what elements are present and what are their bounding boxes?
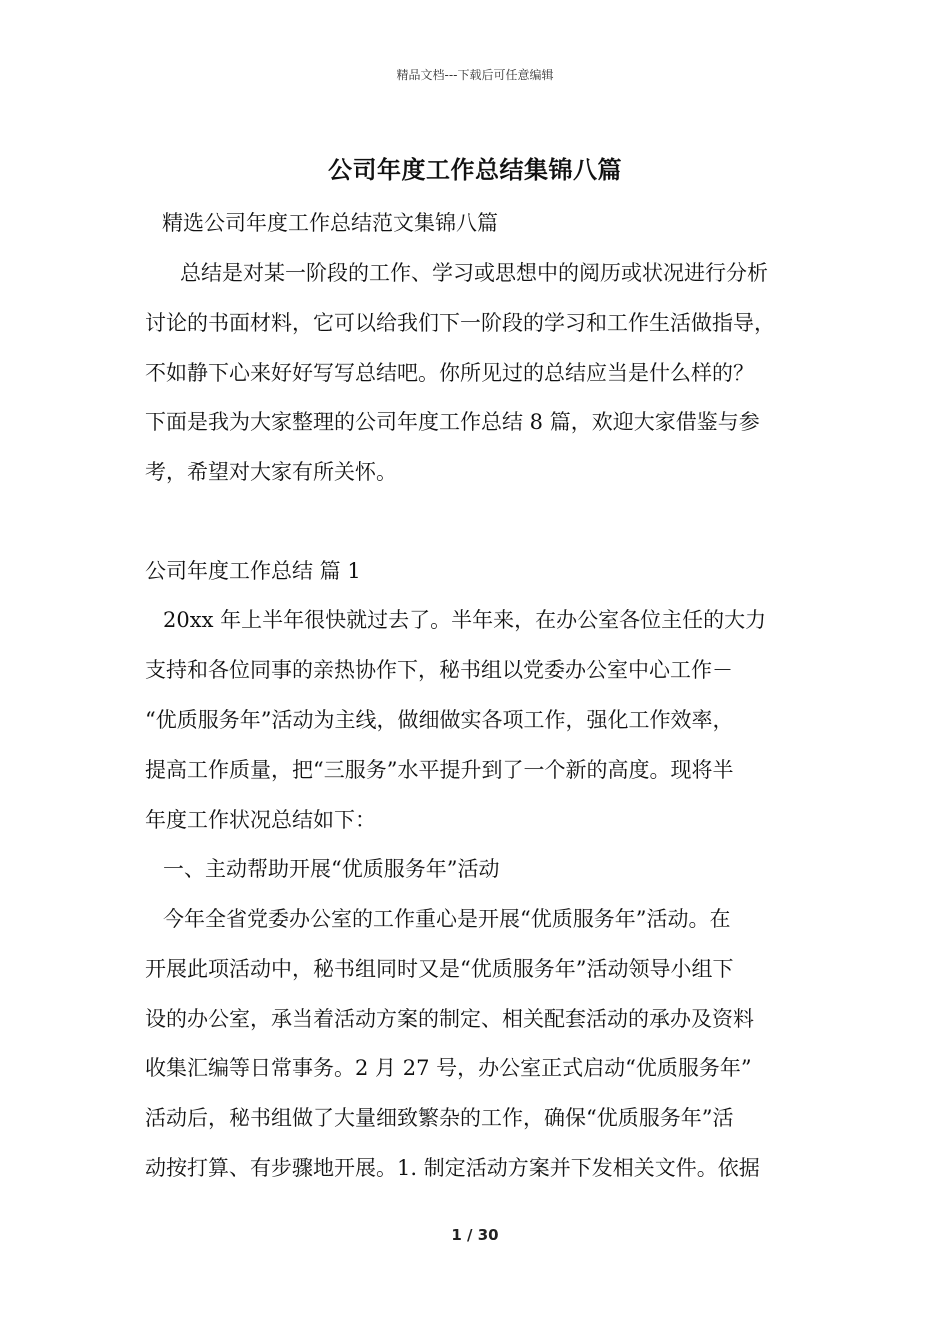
document-title: 公司年度工作总结集锦八篇: [328, 155, 622, 184]
paragraph-line: 年度工作状况总结如下：: [145, 808, 376, 832]
page-number: 1 / 30: [451, 1226, 499, 1244]
paragraph-line: 收集汇编等日常事务。2 月 27 号，办公室正式启动“优质服务年”: [145, 1056, 752, 1080]
intro-subtitle: 精选公司年度工作总结范文集锦八篇: [162, 211, 498, 235]
intro-line: 讨论的书面材料，它可以给我们下一阶段的学习和工作生活做指导，: [145, 311, 775, 335]
paragraph-line: 20xx 年上半年很快就过去了。半年来，在办公室各位主任的大力: [163, 608, 767, 632]
intro-line: 下面是我为大家整理的公司年度工作总结 8 篇，欢迎大家借鉴与参: [145, 410, 760, 434]
paragraph-line: 支持和各位同事的亲热协作下，秘书组以党委办公室中心工作－: [145, 658, 733, 682]
intro-line: 总结是对某一阶段的工作、学习或思想中的阅历或状况进行分析: [180, 261, 768, 285]
paragraph-line: 设的办公室，承当着活动方案的制定、相关配套活动的承办及资料: [145, 1007, 754, 1031]
paragraph-line: 提高工作质量，把“三服务”水平提升到了一个新的高度。现将半: [145, 758, 734, 782]
paragraph-line: 开展此项活动中，秘书组同时又是“优质服务年”活动领导小组下: [145, 957, 734, 981]
paragraph-line: “优质服务年”活动为主线，做细做实各项工作，强化工作效率，: [145, 708, 734, 732]
paragraph-line: 活动后，秘书组做了大量细致繁杂的工作，确保“优质服务年”活: [145, 1106, 734, 1130]
section-heading: 公司年度工作总结 篇 1: [145, 559, 361, 583]
subsection-heading: 一、主动帮助开展“优质服务年”活动: [163, 857, 500, 881]
intro-line: 考，希望对大家有所关怀。: [145, 460, 397, 484]
page-header-note: 精品文档---下载后可任意编辑: [396, 68, 554, 82]
intro-line: 不如静下心来好好写写总结吧。你所见过的总结应当是什么样的？: [145, 361, 754, 385]
paragraph-line: 今年全省党委办公室的工作重心是开展“优质服务年”活动。在: [163, 907, 731, 931]
paragraph-line: 动按打算、有步骤地开展。1. 制定活动方案并下发相关文件。依据: [145, 1156, 760, 1180]
